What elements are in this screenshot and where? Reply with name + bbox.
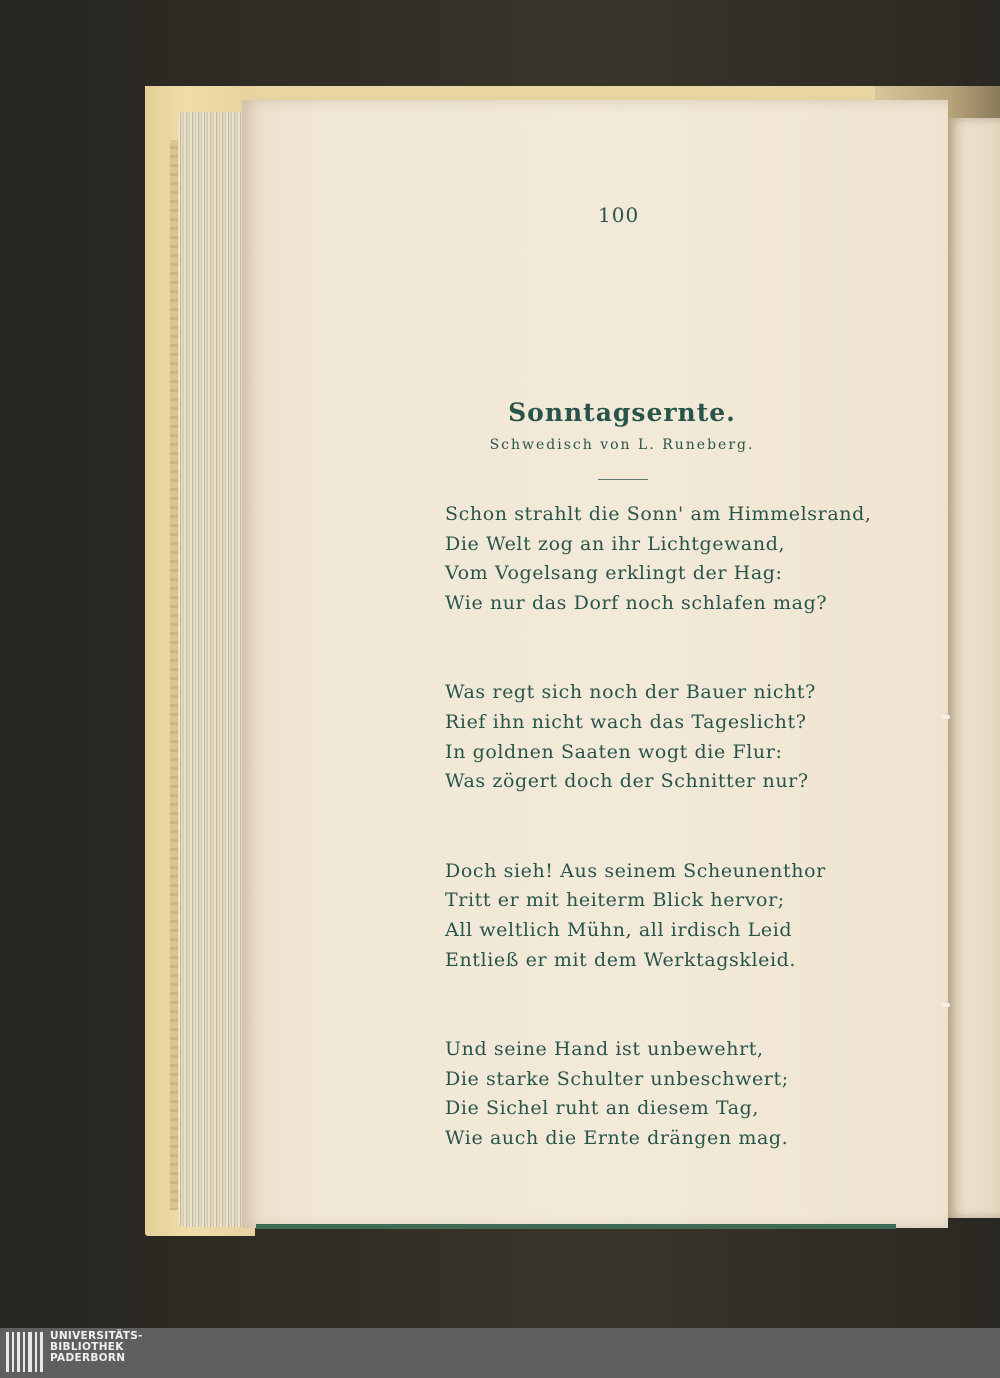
title-divider — [598, 479, 648, 480]
poem-line: Die Sichel ruht an diesem Tag, — [445, 1097, 760, 1120]
poem-line: Wie nur das Dorf noch schlafen mag? — [445, 591, 828, 614]
library-footer-bar — [0, 1328, 1000, 1378]
stanza-2 — [445, 678, 865, 796]
poem-line: Vom Vogelsang erklingt der Hag: — [445, 562, 783, 585]
library-name-line: UNIVERSITÄTS- — [50, 1330, 143, 1342]
poem-title: Sonntagsernte. — [508, 398, 736, 427]
stanza-3 — [445, 857, 865, 975]
facing-page-edge — [946, 118, 1000, 1218]
poem-line: Schon strahlt die Sonn' am Himmelsrand, — [445, 503, 872, 525]
page-bottom-edge — [256, 1224, 896, 1229]
library-barcode-logo-icon — [6, 1332, 44, 1372]
poem-line: Doch sieh! Aus seinem Scheunenthor — [445, 859, 826, 882]
poem-line: Entließ er mit dem Werktagskleid. — [445, 948, 797, 971]
poem-body — [445, 500, 872, 1154]
poem-line: Wie auch die Ernte drängen mag. — [445, 1126, 789, 1149]
library-name-line: PADERBORN — [50, 1352, 126, 1364]
poem-subtitle: Schwedisch von L. Runeberg. — [489, 437, 755, 453]
poem-line: In goldnen Saaten wogt die Flur: — [445, 740, 783, 763]
poem-line: Tritt er mit heiterm Blick hervor; — [445, 889, 785, 912]
page-edges — [178, 112, 248, 1227]
library-name-line: BIBLIOTHEK — [50, 1341, 124, 1353]
poem-line: Die starke Schulter unbeschwert; — [445, 1067, 789, 1090]
binding-stitch — [942, 1003, 950, 1007]
stanza-1 — [445, 500, 872, 618]
poem-line: Was regt sich noch der Bauer nicht? — [445, 681, 816, 704]
library-name — [50, 1331, 143, 1364]
page-number: 100 — [598, 203, 640, 227]
poem-line: Und seine Hand ist unbewehrt, — [445, 1038, 764, 1061]
poem-line: Rief ihn nicht wach das Tageslicht? — [445, 710, 807, 733]
stanza-4 — [445, 1035, 865, 1153]
poem-line: Die Welt zog an ihr Lichtgewand, — [445, 532, 786, 555]
poem-line: Was zögert doch der Schnitter nur? — [445, 770, 809, 793]
binding-stitch — [942, 715, 950, 719]
poem-line: All weltlich Mühn, all irdisch Leid — [445, 918, 793, 941]
